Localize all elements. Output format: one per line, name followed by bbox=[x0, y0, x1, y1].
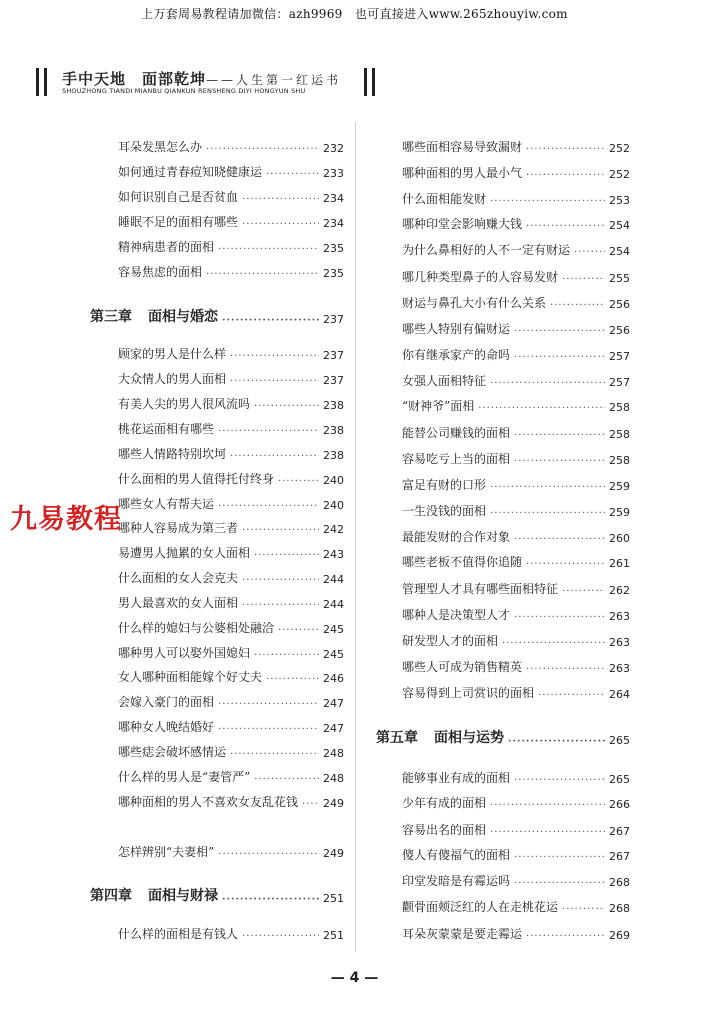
page-ref: 240 bbox=[323, 474, 344, 487]
entry-title: 什么面相能发财 bbox=[402, 192, 487, 206]
page-ref: 247 bbox=[323, 722, 344, 735]
leader-dots bbox=[514, 456, 605, 467]
page-ref: 268 bbox=[609, 902, 630, 915]
entry-title: 哪些人可成为销售精英 bbox=[402, 660, 523, 674]
page-ref: 265 bbox=[609, 734, 630, 747]
entry-title: 哪些人特别有偏财运 bbox=[402, 322, 511, 336]
leader-dots bbox=[242, 931, 319, 942]
page-ref: 262 bbox=[609, 584, 630, 597]
entry-title: 容易焦虑的面相 bbox=[118, 265, 203, 279]
chapter-title: 面相与婚恋 bbox=[148, 309, 218, 325]
entry-title: 哪种人是决策型人才 bbox=[402, 608, 511, 622]
page-ref: 263 bbox=[609, 610, 630, 623]
leader-dots bbox=[218, 244, 319, 255]
page-ref: 252 bbox=[609, 168, 630, 181]
entry-title: 会嫁入豪门的面相 bbox=[118, 695, 215, 709]
page-ref: 265 bbox=[609, 773, 630, 786]
leader-dots bbox=[254, 650, 319, 661]
toc-entry bbox=[402, 397, 630, 414]
page-ref: 266 bbox=[609, 798, 630, 811]
page-ref: 260 bbox=[609, 532, 630, 545]
chapter-heading bbox=[376, 727, 630, 747]
page-ref: 238 bbox=[323, 399, 344, 412]
toc-entry bbox=[402, 769, 630, 786]
chapter-heading bbox=[90, 885, 344, 905]
entry-title: 耳朵灰蒙蒙是要走霉运 bbox=[402, 927, 523, 941]
page-ref: 234 bbox=[323, 192, 344, 205]
page-ref: 258 bbox=[609, 401, 630, 414]
page-ref: 251 bbox=[323, 892, 344, 905]
leader-dots bbox=[526, 664, 605, 675]
entry-title: 哪些人情路特别坎坷 bbox=[118, 447, 227, 461]
leader-dots bbox=[526, 221, 605, 232]
toc-entry bbox=[118, 619, 344, 636]
entry-title: 哪种面相的男人最小气 bbox=[402, 166, 523, 180]
running-header bbox=[36, 64, 376, 100]
leader-dots bbox=[230, 749, 319, 760]
toc-entry bbox=[118, 213, 344, 230]
page-ref: 269 bbox=[609, 929, 630, 942]
header-bar-left-2 bbox=[44, 68, 47, 96]
page-ref: 243 bbox=[323, 548, 344, 561]
leader-dots bbox=[218, 699, 319, 710]
leader-dots bbox=[218, 426, 319, 437]
leader-dots bbox=[526, 170, 605, 181]
toc-entry bbox=[118, 345, 344, 362]
page-ref: 259 bbox=[609, 480, 630, 493]
leader-dots bbox=[302, 799, 319, 810]
entry-title: 怎样辨别“夫妻相” bbox=[118, 845, 215, 859]
page-ref: 249 bbox=[323, 797, 344, 810]
leader-dots bbox=[490, 508, 605, 519]
toc-entry bbox=[118, 138, 344, 155]
entry-title: 什么样的面相是有钱人 bbox=[118, 927, 239, 941]
page-ref: 240 bbox=[323, 499, 344, 512]
page-ref: 238 bbox=[323, 449, 344, 462]
entry-title: 有美人尖的男人很风流吗 bbox=[118, 397, 251, 411]
page-ref: 258 bbox=[609, 454, 630, 467]
page-ref: 234 bbox=[323, 217, 344, 230]
leader-dots bbox=[514, 612, 605, 623]
toc-entry bbox=[402, 846, 630, 863]
toc-entry bbox=[402, 294, 630, 311]
column-divider bbox=[355, 122, 356, 952]
page-ref: 254 bbox=[609, 245, 630, 258]
entry-title: 男人最喜欢的女人面相 bbox=[118, 596, 239, 610]
entry-title: “财神爷”面相 bbox=[402, 399, 475, 413]
page-ref: 258 bbox=[609, 428, 630, 441]
entry-title: 容易得到上司赏识的面相 bbox=[402, 686, 535, 700]
page-ref: 244 bbox=[323, 573, 344, 586]
page-ref: 257 bbox=[609, 376, 630, 389]
entry-title: 顾家的男人是什么样 bbox=[118, 347, 227, 361]
toc-entry bbox=[402, 821, 630, 838]
page-ref: 254 bbox=[609, 219, 630, 232]
entry-title: 傻人有傻福气的面相 bbox=[402, 848, 511, 862]
page-ref: 256 bbox=[609, 298, 630, 311]
page-ref: 268 bbox=[609, 876, 630, 889]
toc-entry bbox=[402, 580, 630, 597]
chapter-title: 面相与财禄 bbox=[148, 888, 218, 904]
page-ref: 235 bbox=[323, 242, 344, 255]
page-ref: 267 bbox=[609, 850, 630, 863]
toc-entry bbox=[118, 569, 344, 586]
toc-entry bbox=[118, 188, 344, 205]
leader-dots bbox=[254, 401, 319, 412]
entry-title: 颧骨面颊泛红的人在走桃花运 bbox=[402, 900, 559, 914]
entry-title: 如何识别自己是否贫血 bbox=[118, 190, 239, 204]
entry-title: 哪种女人晚结婚好 bbox=[118, 720, 215, 734]
entry-title: 能够事业有成的面相 bbox=[402, 771, 511, 785]
toc-entry bbox=[402, 925, 630, 942]
entry-title: 哪些女人有帮夫运 bbox=[118, 497, 215, 511]
leader-dots bbox=[242, 194, 319, 205]
toc-entry bbox=[118, 544, 344, 561]
toc-entry bbox=[118, 718, 344, 735]
page-ref: 246 bbox=[323, 672, 344, 685]
header-bar-left bbox=[36, 68, 39, 96]
leader-dots bbox=[526, 144, 605, 155]
page-ref: 247 bbox=[323, 697, 344, 710]
toc-entry bbox=[118, 668, 344, 685]
entry-title: 耳朵发黑怎么办 bbox=[118, 140, 203, 154]
toc-entry bbox=[402, 164, 630, 181]
entry-title: 如何通过青春痘知晓健康运 bbox=[118, 165, 263, 179]
page-ref: 261 bbox=[609, 557, 630, 570]
entry-title: 一生没钱的面相 bbox=[402, 504, 487, 518]
chapter-number: 第三章 bbox=[90, 309, 132, 325]
chapter-number: 第五章 bbox=[376, 730, 418, 746]
leader-dots bbox=[562, 586, 605, 597]
leader-dots bbox=[218, 501, 319, 512]
toc-entry bbox=[402, 898, 630, 915]
leader-dots bbox=[266, 169, 319, 180]
toc-entry bbox=[402, 320, 630, 337]
toc-entry bbox=[402, 794, 630, 811]
book-title-main: 手中天地 面部乾坤 bbox=[62, 70, 207, 88]
leader-dots bbox=[574, 247, 605, 258]
toc-entry bbox=[118, 238, 344, 255]
toc-entry bbox=[118, 743, 344, 760]
page-ref: 255 bbox=[609, 272, 630, 285]
entry-title: 什么面相的女人会克夫 bbox=[118, 571, 239, 585]
toc-entry bbox=[118, 644, 344, 661]
entry-title: 什么面相的男人值得托付终身 bbox=[118, 472, 275, 486]
header-bar-right bbox=[364, 68, 367, 96]
toc-entry bbox=[118, 768, 344, 785]
toc-entry bbox=[118, 163, 344, 180]
leader-dots bbox=[514, 326, 605, 337]
entry-title: 哪些痣会破坏感情运 bbox=[118, 745, 227, 759]
leader-dots bbox=[514, 852, 605, 863]
entry-title: 哪种人容易成为第三者 bbox=[118, 521, 239, 535]
chapter-title: 面相与运势 bbox=[434, 730, 504, 746]
leader-dots bbox=[266, 674, 319, 685]
entry-title: 女人哪种面相能嫁个好丈夫 bbox=[118, 670, 263, 684]
entry-title: 为什么鼻相好的人不一定有财运 bbox=[402, 243, 571, 257]
toc-entry bbox=[402, 138, 630, 155]
leader-dots bbox=[490, 482, 605, 493]
page-ref: 245 bbox=[323, 648, 344, 661]
leader-dots bbox=[508, 736, 605, 747]
red-watermark: 九易教程 bbox=[10, 504, 122, 535]
leader-dots bbox=[550, 300, 605, 311]
toc-entry bbox=[402, 268, 630, 285]
leader-dots bbox=[490, 378, 605, 389]
top-watermark: 上万套周易教程请加微信：azh9969 也可直接进入www.265zhouyiw.com bbox=[141, 7, 568, 21]
entry-title: 少年有成的面相 bbox=[402, 796, 487, 810]
toc-entry bbox=[402, 872, 630, 889]
page-ref: 242 bbox=[323, 523, 344, 536]
toc-entry bbox=[402, 632, 630, 649]
page-ref: 249 bbox=[323, 847, 344, 860]
toc-entry bbox=[402, 215, 630, 232]
entry-title: 容易出名的面相 bbox=[402, 823, 487, 837]
leader-dots bbox=[222, 315, 319, 326]
leader-dots bbox=[242, 219, 319, 230]
toc-entry bbox=[118, 594, 344, 611]
leader-dots bbox=[562, 904, 605, 915]
leader-dots bbox=[218, 724, 319, 735]
entry-title: 哪些老板不值得你追随 bbox=[402, 555, 523, 569]
page-ref: 252 bbox=[609, 142, 630, 155]
entry-title: 易遭男人抛累的女人面相 bbox=[118, 546, 251, 560]
entry-title: 哪种男人可以娶外国媳妇 bbox=[118, 646, 251, 660]
toc-entry bbox=[402, 658, 630, 675]
leader-dots bbox=[514, 878, 605, 889]
page-ref: 263 bbox=[609, 636, 630, 649]
page-ref: 251 bbox=[323, 929, 344, 942]
leader-dots bbox=[206, 269, 319, 280]
page-ref: 257 bbox=[609, 350, 630, 363]
leader-dots bbox=[514, 534, 605, 545]
page-ref: 244 bbox=[323, 598, 344, 611]
entry-title: 最能发财的合作对象 bbox=[402, 530, 511, 544]
leader-dots bbox=[242, 600, 319, 611]
entry-title: 管理型人才具有哪些面相特征 bbox=[402, 582, 559, 596]
toc-entry bbox=[118, 263, 344, 280]
entry-title: 精神病患者的面相 bbox=[118, 240, 215, 254]
leader-dots bbox=[538, 690, 605, 701]
page-ref: 237 bbox=[323, 374, 344, 387]
entry-title: 能替公司赚钱的面相 bbox=[402, 426, 511, 440]
entry-title: 哪种印堂会影响赚大钱 bbox=[402, 217, 523, 231]
entry-title: 大众情人的男人面相 bbox=[118, 372, 227, 386]
leader-dots bbox=[218, 849, 319, 860]
leader-dots bbox=[206, 144, 319, 155]
toc-entry bbox=[118, 470, 344, 487]
page-ref: 233 bbox=[323, 167, 344, 180]
toc-entry bbox=[402, 684, 630, 701]
leader-dots bbox=[514, 352, 605, 363]
leader-dots bbox=[478, 403, 605, 414]
page-ref: 264 bbox=[609, 688, 630, 701]
leader-dots bbox=[278, 476, 319, 487]
leader-dots bbox=[514, 430, 605, 441]
leader-dots bbox=[278, 625, 319, 636]
entry-title: 研发型人才的面相 bbox=[402, 634, 499, 648]
toc-entry bbox=[118, 793, 344, 810]
page-number: — 4 — bbox=[330, 970, 379, 986]
toc-entry bbox=[118, 519, 344, 536]
leader-dots bbox=[514, 775, 605, 786]
page-ref: 245 bbox=[323, 623, 344, 636]
book-title bbox=[62, 68, 341, 89]
toc-entry bbox=[402, 241, 630, 258]
page-ref: 232 bbox=[323, 142, 344, 155]
page-ref: 235 bbox=[323, 267, 344, 280]
entry-title: 哪些面相容易导致漏财 bbox=[402, 140, 523, 154]
entry-title: 富足有财的口形 bbox=[402, 478, 487, 492]
leader-dots bbox=[502, 638, 605, 649]
leader-dots bbox=[230, 376, 319, 387]
leader-dots bbox=[562, 274, 605, 285]
leader-dots bbox=[526, 559, 605, 570]
toc-entry bbox=[118, 420, 344, 437]
page-ref: 267 bbox=[609, 825, 630, 838]
entry-title: 什么样的媳妇与公婆相处融洽 bbox=[118, 621, 275, 635]
page-ref: 237 bbox=[323, 349, 344, 362]
entry-title: 财运与鼻孔大小有什么关系 bbox=[402, 296, 547, 310]
book-title-pinyin: SHOUZHONG TIANDI MIANBU QIANKUN RENSHENG DIYI HONGYUN SHU bbox=[62, 87, 306, 95]
toc-entry bbox=[402, 372, 630, 389]
leader-dots bbox=[490, 800, 605, 811]
leader-dots bbox=[490, 196, 605, 207]
entry-title: 你有继承家产的命吗 bbox=[402, 348, 511, 362]
chapter-number: 第四章 bbox=[90, 888, 132, 904]
leader-dots bbox=[254, 774, 319, 785]
entry-title: 哪几种类型鼻子的人容易发财 bbox=[402, 270, 559, 284]
leader-dots bbox=[254, 550, 319, 561]
entry-title: 容易吃亏上当的面相 bbox=[402, 452, 511, 466]
entry-title: 什么样的男人是“妻管严” bbox=[118, 770, 251, 784]
toc-entry bbox=[118, 843, 344, 860]
page-ref: 256 bbox=[609, 324, 630, 337]
toc-entry bbox=[402, 553, 630, 570]
toc-entry bbox=[118, 495, 344, 512]
leader-dots bbox=[230, 351, 319, 362]
leader-dots bbox=[490, 827, 605, 838]
toc-entry bbox=[402, 424, 630, 441]
page-ref: 248 bbox=[323, 772, 344, 785]
entry-title: 桃花运面相有哪些 bbox=[118, 422, 215, 436]
header-bar-right-2 bbox=[372, 68, 375, 96]
toc-entry bbox=[118, 693, 344, 710]
toc-entry bbox=[402, 450, 630, 467]
leader-dots bbox=[242, 525, 319, 536]
leader-dots bbox=[222, 894, 319, 905]
entry-title: 女强人面相特征 bbox=[402, 374, 487, 388]
toc-entry bbox=[402, 190, 630, 207]
entry-title: 印堂发暗是有霉运吗 bbox=[402, 874, 511, 888]
toc-entry bbox=[402, 476, 630, 493]
toc-entry bbox=[118, 925, 344, 942]
entry-title: 哪种面相的男人不喜欢女友乱花钱 bbox=[118, 795, 299, 809]
toc-entry bbox=[402, 606, 630, 623]
toc-entry bbox=[118, 395, 344, 412]
toc-entry bbox=[118, 370, 344, 387]
page-ref: 263 bbox=[609, 662, 630, 675]
entry-title: 睡眠不足的面相有哪些 bbox=[118, 215, 239, 229]
toc-entry bbox=[118, 445, 344, 462]
page-ref: 238 bbox=[323, 424, 344, 437]
page-ref: 259 bbox=[609, 506, 630, 519]
leader-dots bbox=[242, 575, 319, 586]
toc-entry bbox=[402, 502, 630, 519]
toc-entry bbox=[402, 346, 630, 363]
toc-entry bbox=[402, 528, 630, 545]
book-title-subtitle: ——人生第一红运书 bbox=[206, 73, 342, 87]
chapter-heading bbox=[90, 306, 344, 326]
page-ref: 237 bbox=[323, 313, 344, 326]
page-ref: 253 bbox=[609, 194, 630, 207]
leader-dots bbox=[526, 931, 605, 942]
page-ref: 248 bbox=[323, 747, 344, 760]
leader-dots bbox=[230, 451, 319, 462]
